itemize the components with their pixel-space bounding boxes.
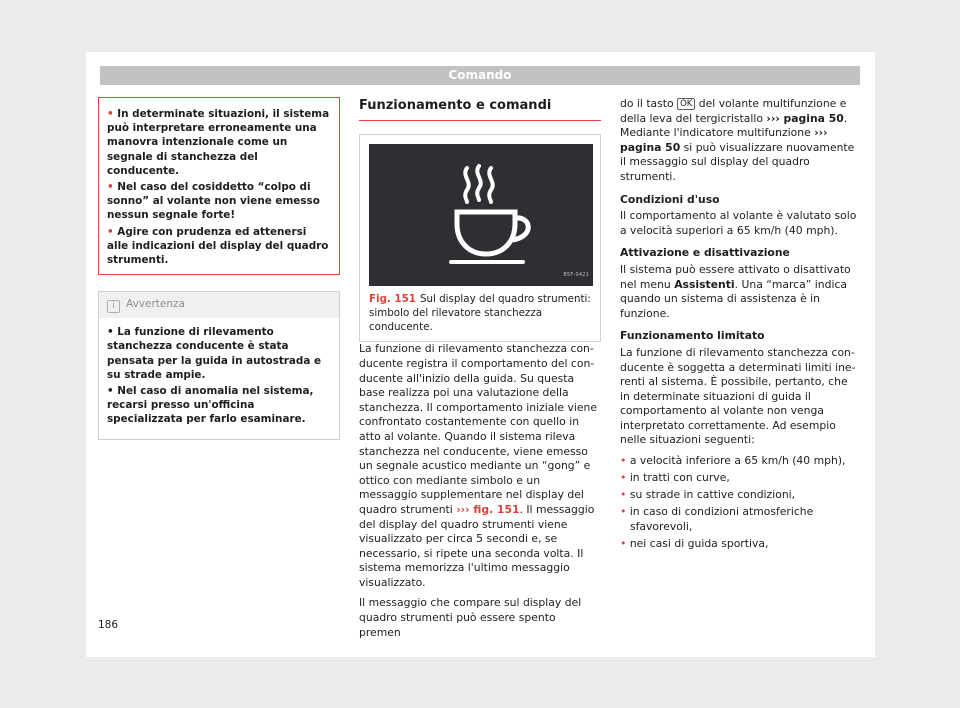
paragraph-text: . Mediante l'indicatore multifunzione: [620, 111, 848, 140]
warning-item-text: In determinate situazioni, il sistema può interpretare erroneamente una manovra intenzionale come un segnale di stanchezza del conducente.: [107, 108, 330, 177]
page-link[interactable]: ››› pagina 50: [620, 126, 828, 154]
list-item: • in caso di condizioni atmosferiche sfavorevoli,: [620, 505, 814, 533]
note-header: [99, 292, 339, 318]
warning-item: • Nel caso del cosiddetto “colpo di sonno” al volante non viene emesso nessun segnale forte!: [107, 181, 320, 222]
list-item: • a velocità inferiore a 65 km/h (40 mph),: [620, 454, 846, 468]
paragraph-text: La funzione di rilevamento stanchezza conducente registra il comportamento del conducente all'inizio della guida. Su questa base realizza poi una valutazione della stanchezza. Il comportamento iniziale viene confrontato costantemente con quello in atto al volante. Quando il sistema rileva stanchezza nel conducente, viene emesso un segnale acustico mediante un “gong” e ottico con mediante simbolo e un messaggio supplementare nel display del quadro strumenti: [359, 342, 597, 516]
note-title: Avvertenza: [126, 298, 185, 311]
list-item: • nei casi di guida sportiva,: [620, 537, 769, 551]
subheading: Attivazione e disattivazione: [620, 246, 790, 260]
list-item-text: su strade in cattive condizioni,: [629, 488, 796, 502]
body-paragraph: [359, 596, 601, 640]
page-header: Comando: [100, 66, 860, 85]
paragraph-text: . Il messaggio del display del quadro strumenti viene visualizzato per circa 5 secondi e, se necessario, si ripete una seconda volta. Il sistema memorizza l'ultimo messaggio visualizzato.: [359, 502, 595, 589]
list-item-text: nei casi di guida sportiva,: [629, 537, 769, 551]
figure-image: [369, 144, 593, 286]
list-item: • su strade in cattive condizioni,: [620, 488, 796, 502]
list-item: • in tratti con curve,: [620, 471, 730, 485]
note-body: [99, 318, 339, 438]
coffee-cup-icon: [369, 144, 593, 286]
subheading: Condizioni d'uso: [620, 192, 720, 206]
list-item-text: in caso di condizioni atmosferiche sfavorevoli,: [629, 505, 814, 533]
paragraph-text: do il tasto: [620, 97, 678, 110]
body-paragraph: [620, 263, 860, 321]
section-title: Funzionamento e comandi: [359, 97, 601, 121]
body-paragraph: [620, 97, 860, 185]
warning-item-text: Agire con prudenza ed attenersi alle indicazioni del display del quadro strumenti.: [107, 225, 329, 267]
figure-number: Fig. 151: [369, 293, 416, 305]
figure-caption-text: Sul display del quadro strumenti: simbolo del rilevatore stanchezza conducente.: [369, 293, 591, 333]
body-paragraph: [359, 342, 601, 590]
list-item-text: in tratti con curve,: [629, 471, 730, 485]
paragraph-text: Il messaggio che compare sul display del quadro strumenti può essere spento premen: [359, 596, 582, 639]
paragraph-text: del volante multifunzione e della leva del tergicristallo: [620, 97, 847, 125]
figure-caption: [369, 293, 591, 334]
note-item: • La funzione di rilevamento stanchezza conducente è stata pensata per la guida in autostrada e su strade ampie.: [107, 326, 322, 381]
paragraph-text: . Una “marca” indica quando un sistema di assistenza è in funzione.: [620, 277, 847, 320]
warning-item: • Agire con prudenza ed attenersi alle indicazioni del display del quadro strumenti.: [107, 225, 329, 267]
note-item-text: Nel caso di anomalia nel sistema, recarsi presso un'officina specializzata per farlo esaminare.: [107, 385, 314, 426]
warning-box: [98, 97, 340, 275]
subheading: Funzionamento limitato: [620, 329, 765, 343]
page-link[interactable]: ››› pagina 50: [766, 111, 844, 125]
warning-item: • In determinate situazioni, il sistema può interpretare erroneamente una manovra intenzionale come un segnale di stanchezza del conducente.: [107, 108, 330, 177]
paragraph-text: si può visualizzare nuovamente il messaggio sul display del quadro strumenti.: [620, 140, 855, 183]
ok-key-icon: OK: [677, 98, 695, 110]
note-box: [98, 291, 340, 439]
column-right: [620, 97, 860, 554]
column-middle: [359, 97, 601, 646]
note-item-text: La funzione di rilevamento stanchezza conducente è stata pensata per la guida in autostrada e su strade ampie.: [107, 326, 322, 381]
condition-list: [620, 454, 860, 552]
body-paragraph: Il comportamento al volante è valutato solo a velocità superiori a 65 km/h (40 mph).: [620, 209, 857, 237]
paragraph-text: Il sistema può essere attivato o disattivato nel menu: [620, 262, 851, 291]
figure-code: B5F-0421: [563, 272, 589, 279]
figure-box: [359, 134, 601, 342]
column-left: [98, 97, 340, 440]
page-number: 186: [98, 619, 119, 631]
info-icon: i: [107, 300, 120, 313]
warning-item-text: Nel caso del cosiddetto “colpo di sonno” al volante non viene emesso nessun segnale forte!: [107, 181, 320, 222]
menu-name: Assistenti: [674, 277, 735, 291]
list-item-text: a velocità inferiore a 65 km/h (40 mph),: [629, 454, 846, 468]
figure-link[interactable]: ››› fig. 151: [456, 502, 520, 516]
body-paragraph: La funzione di rilevamento stanchezza conducente è soggetta a determinati limiti inerenti al sistema. È possibile, pertanto, che in determinate situazioni di guida il comportamento al volante non venga interpretato correttamente. Ad esempio nelle situazioni seguenti:: [620, 345, 856, 447]
note-item: • Nel caso di anomalia nel sistema, recarsi presso un'officina specializzata per farlo esaminare.: [107, 385, 314, 426]
